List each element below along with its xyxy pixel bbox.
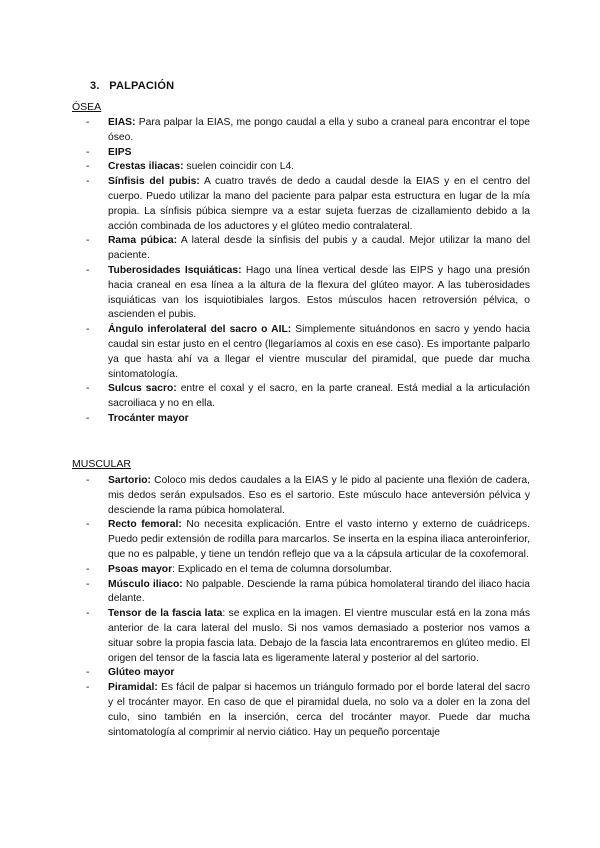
item-term: Glúteo mayor — [108, 667, 175, 679]
item-term: Piramidal: — [108, 682, 158, 694]
muscular-list — [72, 474, 530, 740]
item-term: Tensor de la fascia lata — [108, 608, 223, 620]
list-item — [72, 382, 530, 412]
list-item — [72, 323, 530, 382]
list-item — [72, 578, 530, 608]
list-item — [72, 146, 530, 161]
list-item — [72, 264, 530, 323]
item-text: Es fácil de palpar si hacemos un triángulo formado por el borde lateral del sacro y el trocánter mayor. En caso de que el piramidal duela, no solo va a doler en la zona del culo, sino también en la inserción, cerca del trocánter mayor. Puede dar mucha sintomatología al comprimir al nervio ciático. Hay un pequeño porcentaje — [108, 682, 530, 738]
list-item — [72, 234, 530, 264]
item-term: Sartorio: — [108, 475, 151, 486]
item-text: entre el coxal y el sacro, en la parte craneal. Está medial a la articulación sacroiliaca y no en ella. — [108, 383, 530, 410]
section-heading: PALPACIÓN — [109, 80, 175, 92]
list-item — [72, 412, 530, 427]
item-term: EIAS: — [108, 117, 136, 128]
item-term: Rama púbica: — [108, 235, 178, 247]
list-item — [72, 518, 530, 562]
list-item — [72, 116, 530, 146]
item-term: Tuberosidades Isquiáticas: — [108, 264, 242, 276]
osea-list — [72, 116, 530, 427]
list-item — [72, 666, 530, 681]
item-term: Trocánter mayor — [108, 412, 189, 424]
item-term: Ángulo inferolateral del sacro o AIL: — [108, 324, 292, 336]
item-text: A lateral desde la sínfisis del pubis y a caudal. Mejor utilizar la mano del paciente. — [108, 235, 530, 262]
list-item — [72, 160, 530, 175]
item-text: No palpable. Desciende la rama púbica homolateral tirando del iliaco hacia delante. — [108, 578, 530, 605]
item-text: No necesita explicación. Entre el vasto interno y externo de cuádriceps. Puedo pedir extensión de rodilla para marcarlos. Se inserta en la espina iliaca anteroinferior, que no es palpable, y tiene un tendón reflejo que va a la cápsula articular de la coxofemoral. — [108, 519, 531, 560]
item-text: : se explica en la imagen. El vientre muscular está en la zona más anterior de la cara lateral del muslo. Si nos vamos demasiado a posterior nos vamos a situar sobre la propia fascia lata. Debajo de la fascia lata encontraremos en glúteo medio. El origen del tensor de la fascia lata es ligeramente lateral y posterior al del sartorio. — [108, 608, 530, 664]
list-item — [72, 175, 530, 234]
item-text: suelen coincidir con L4. — [183, 161, 295, 173]
item-term: Psoas mayor — [108, 563, 173, 575]
list-item — [72, 563, 530, 578]
item-text: Para palpar la EIAS, me pongo caudal a ella y subo a craneal para encontrar el tope óseo. — [108, 117, 530, 143]
item-term: Crestas iliacas: — [108, 161, 184, 173]
item-term: Músculo iliaco: — [108, 578, 183, 590]
item-term: Sínfisis del pubis: — [108, 176, 200, 188]
item-term: EIPS — [108, 146, 132, 158]
subheading-muscular: MUSCULAR — [72, 458, 131, 470]
list-item — [72, 474, 530, 518]
item-text: Hago una línea vertical desde las EIPS y hago una presión hacia craneal en esa línea a la altura de la flexura del glúteo mayor. A las tuberosidades isquiáticas van los isquiotibiales largos. Estos músculos hacen retroversión pélvica, o ascienden el pubis. — [108, 264, 530, 321]
item-term: Recto femoral: — [108, 519, 182, 531]
list-item — [72, 607, 530, 666]
subheading-osea: ÓSEA — [72, 101, 102, 113]
item-text: Coloco mis dedos caudales a la EIAS y le pido al paciente una flexión de cadera, mis dedos serán expulsados. Eso es el sartorio. Este músculo hace anteversión pélvica y desciende la rama púbica homolateral. — [108, 475, 530, 516]
section-title — [90, 80, 174, 92]
section-number: 3. — [90, 80, 100, 92]
item-text: : Explicado en el tema de columna dorsolumbar. — [172, 563, 392, 575]
item-text: Simplemente situándonos en sacro y yendo hacia caudal sin estar justo en el centro (llegaríamos al coxis en ese caso). Es importante palparlo ya que hasta ahí va a llegar el vientre muscular del piramidal, que puede dar mucha sintomatología. — [108, 324, 530, 380]
list-item — [72, 681, 530, 740]
item-term: Sulcus sacro: — [108, 383, 177, 395]
item-text: A cuatro través de dedo a caudal desde la EIAS y en el centro del cuerpo. Puedo utilizar la mano del paciente para palpar esta estructura en lugar de la mía propia. La sínfisis púbica siempre va a estar sujeta fuerzas de cizallamiento debido a la acción combinada de los aductores y el glúteo medio contralateral. — [108, 176, 531, 232]
